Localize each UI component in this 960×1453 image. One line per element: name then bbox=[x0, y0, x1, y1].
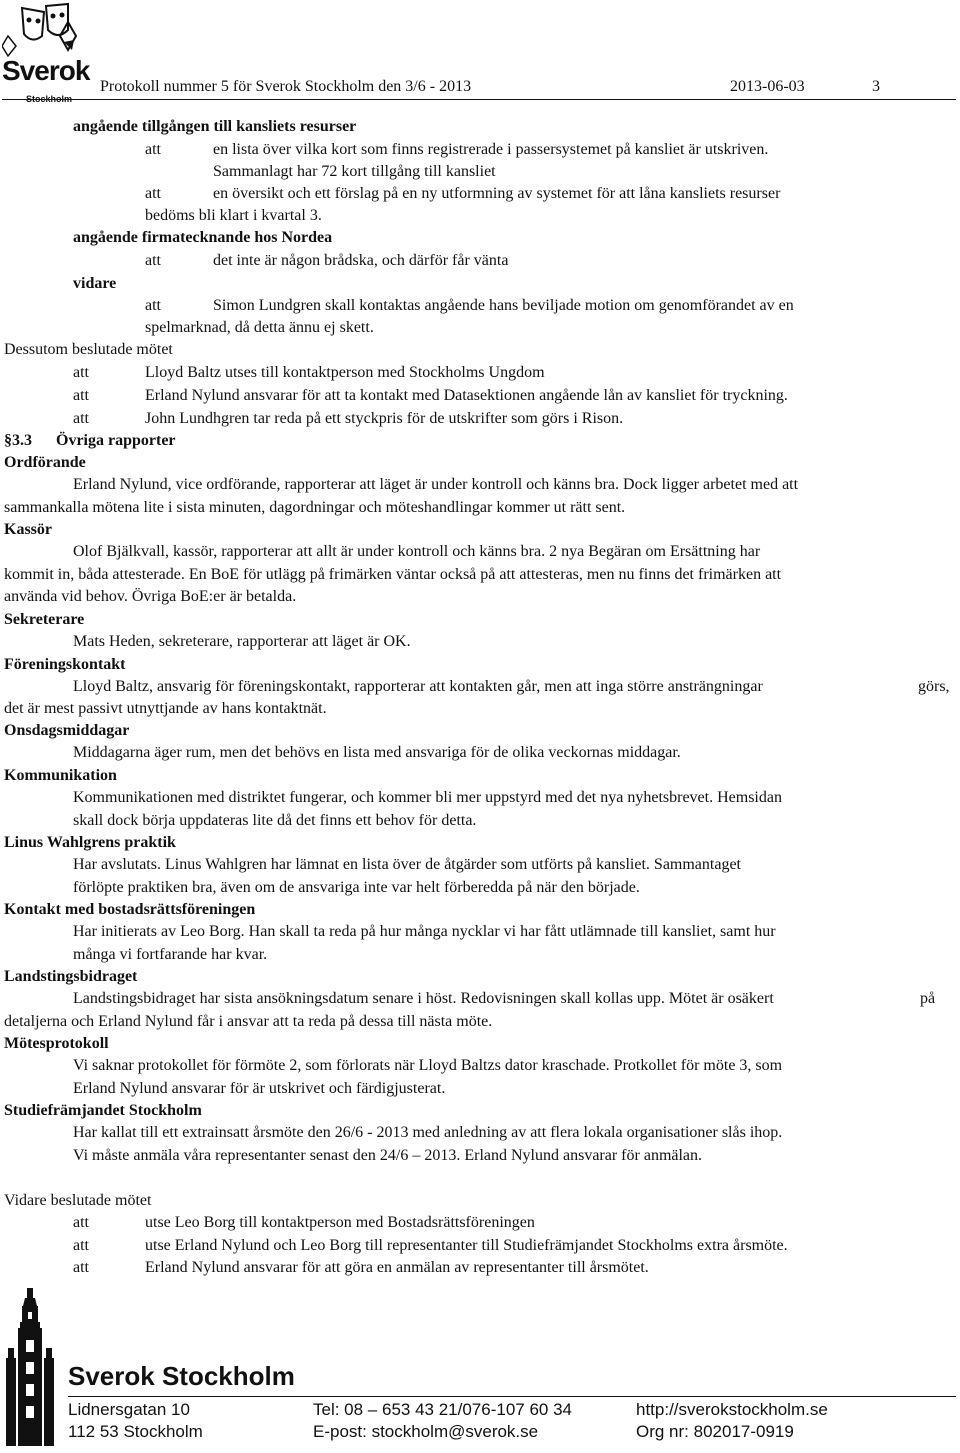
body-text-line: utse Erland Nylund och Leo Borg till representanter till Studiefrämjandet Stockholms extra årsmöte. bbox=[145, 1237, 788, 1254]
body-text-line: Simon Lundgren skall kontaktas angående hans beviljade motion om genomförandet av en bbox=[213, 297, 794, 314]
section-heading: Linus Wahlgrens praktik bbox=[4, 834, 176, 851]
body-text-line: att bbox=[73, 1259, 89, 1276]
footer-rule bbox=[68, 1396, 956, 1397]
body-text-line: utse Leo Borg till kontaktperson med Bostadsrättsföreningen bbox=[145, 1214, 535, 1231]
document-date: 2013-06-03 bbox=[730, 78, 805, 95]
page-number: 3 bbox=[872, 78, 880, 95]
body-text-line: Erland Nylund ansvarar för att göra en anmälan av representanter till årsmötet. bbox=[145, 1259, 649, 1276]
body-text-line: att bbox=[145, 252, 161, 269]
footer-email: E-post: stockholm@sverok.se bbox=[313, 1422, 539, 1441]
body-text-line: Middagarna äger rum, men det behövs en lista med ansvariga för de olika veckornas middagar. bbox=[73, 744, 681, 761]
section-heading: Ordförande bbox=[4, 454, 86, 471]
footer-address-line2: 112 53 Stockholm bbox=[68, 1422, 203, 1441]
body-text-line: Kommunikationen med distriktet fungerar, och kommer bli mer uppstyrd med det nya nyhetsbrevet. Hemsidan bbox=[73, 789, 782, 806]
body-text-line: Vi måste anmäla våra representanter senast den 24/6 – 2013. Erland Nylund ansvarar för anmälan. bbox=[73, 1147, 703, 1164]
body-text-line: görs, bbox=[918, 678, 950, 695]
body-text-line: en lista över vilka kort som finns registrerade i passersystemet på kansliet är utskriven. bbox=[213, 141, 769, 158]
body-text-line: Vi saknar protokollet för förmöte 2, som förlorats när Lloyd Baltzs dator kraschade. Protkollet för möte 3, som bbox=[73, 1057, 783, 1074]
footer-website-link[interactable]: http://sverokstockholm.se bbox=[636, 1400, 828, 1419]
body-text-line: Vidare beslutade mötet bbox=[4, 1192, 152, 1209]
body-text-line: spelmarknad, då detta ännu ej skett. bbox=[145, 319, 374, 336]
body-text-line: Erland Nylund ansvarar för att ta kontakt med Datasektionen angående lån av kansliet för tryckning. bbox=[145, 387, 788, 404]
section-heading: Studiefrämjandet Stockholm bbox=[4, 1102, 202, 1119]
stockholm-tower-graphic bbox=[4, 1288, 62, 1446]
body-text-line: Lloyd Baltz utses till kontaktperson med Stockholms Ungdom bbox=[145, 364, 545, 381]
footer-org-number: Org nr: 802017-0919 bbox=[636, 1422, 794, 1441]
body-text-line: detaljerna och Erland Nylund får i ansvar att ta reda på dessa till nästa möte. bbox=[4, 1013, 493, 1030]
body-text-line: förlöpte praktiken bra, även om de ansvariga inte var helt förberedda på när den började. bbox=[73, 879, 640, 896]
logo-subtext: Stockholm bbox=[26, 94, 73, 104]
footer-org-name: Sverok Stockholm bbox=[68, 1361, 295, 1391]
document-title: Protokoll nummer 5 för Sverok Stockholm den 3/6 - 2013 bbox=[100, 78, 472, 95]
body-text-line: sammankalla mötena lite i sista minuten, dagordningar och möteshandlingar kommer ut rätt sent. bbox=[4, 499, 626, 516]
body-text-line: Olof Bjälkvall, kassör, rapporterar att allt är under kontroll och känns bra. 2 nya Begäran om Ersättning har bbox=[73, 543, 761, 560]
section-heading: Kontakt med bostadsrättsföreningen bbox=[4, 901, 256, 918]
section-heading: Onsdagsmiddagar bbox=[4, 722, 130, 739]
section-heading: vidare bbox=[73, 275, 117, 292]
body-text-line: Landstingsbidraget har sista ansökningsdatum senare i höst. Redovisningen skall kollas upp. Mötet är osäkert bbox=[73, 990, 774, 1007]
body-text-line: bedöms bli klart i kvartal 3. bbox=[145, 207, 322, 224]
body-text-line: Har kallat till ett extrainsatt årsmöte den 26/6 - 2013 med anledning av att flera lokala organisationer slås ihop. bbox=[73, 1124, 783, 1141]
section-heading: angående firmatecknande hos Nordea bbox=[73, 229, 333, 246]
section-heading: Föreningskontakt bbox=[4, 656, 126, 673]
section-heading: Övriga rapporter bbox=[56, 432, 176, 449]
body-text-line: använda vid behov. Övriga BoE:er är betalda. bbox=[4, 588, 297, 605]
footer-address-line1: Lidnersgatan 10 bbox=[68, 1400, 190, 1419]
body-text-line: skall dock börja uppdateras lite då det finns ett behov för detta. bbox=[73, 812, 477, 829]
body-text-line: det inte är någon brådska, och därför får vänta bbox=[213, 252, 509, 269]
section-heading: angående tillgången till kansliets resurser bbox=[73, 118, 357, 135]
body-text-line: Erland Nylund, vice ordförande, rapporterar att läget är under kontroll och känns bra. Dock ligger arbetet med att bbox=[73, 476, 799, 493]
body-text-line: Har avslutats. Linus Wahlgren har lämnat en lista över de åtgärder som utförts på kansliet. Sammantaget bbox=[73, 856, 741, 873]
logo-wordmark: Sverok bbox=[2, 55, 90, 86]
body-text-line: att bbox=[145, 297, 161, 314]
body-text-line: Har initierats av Leo Borg. Han skall ta reda på hur många nycklar vi har fått utlämnade till kansliet, samt hur bbox=[73, 923, 776, 940]
body-text-line: John Lundhgren tar reda på ett styckpris för de utskrifter som görs i Rison. bbox=[145, 410, 624, 427]
body-text-line: Dessutom beslutade mötet bbox=[4, 341, 173, 358]
body-text-line: Sammanlagt har 72 kort tillgång till kansliet bbox=[213, 163, 496, 180]
sverok-logo bbox=[2, 2, 94, 104]
body-text-line: Lloyd Baltz, ansvarig för föreningskontakt, rapporterar att kontakten går, men att inga större ansträngningar bbox=[73, 678, 763, 695]
body-text-line: att bbox=[73, 1237, 89, 1254]
header-rule bbox=[2, 99, 956, 100]
footer-phone: Tel: 08 – 653 43 21/076-107 60 34 bbox=[313, 1400, 572, 1419]
body-text-line: en översikt och ett förslag på en ny utformning av systemet för att låna kansliets resurser bbox=[213, 185, 781, 202]
body-text-line: det är mest passivt utnyttjande av hans kontaktnät. bbox=[4, 700, 327, 717]
section-heading: Landstingsbidraget bbox=[4, 968, 138, 985]
body-text-line: att bbox=[73, 364, 89, 381]
body-text-line: att bbox=[73, 387, 89, 404]
body-text-line: Erland Nylund ansvarar för är utskrivet och färdigjusterat. bbox=[73, 1080, 446, 1097]
body-text-line: kommit in, båda attesterade. En BoE för utlägg på frimärken väntar också på att attesteras, men nu finns det frimärken att bbox=[4, 566, 782, 583]
body-text-line: att bbox=[145, 185, 161, 202]
body-text-line: många vi fortfarande har kvar. bbox=[73, 946, 268, 963]
body-text-line: på bbox=[920, 990, 936, 1007]
section-heading: §3.3 bbox=[4, 432, 32, 449]
body-text-line: att bbox=[145, 141, 161, 158]
section-heading: Mötesprotokoll bbox=[4, 1035, 109, 1052]
section-heading: Sekreterare bbox=[4, 611, 85, 628]
section-heading: Kassör bbox=[4, 521, 52, 538]
body-text-line: att bbox=[73, 1214, 89, 1231]
body-text-line: Mats Heden, sekreterare, rapporterar att läget är OK. bbox=[73, 633, 411, 650]
section-heading: Kommunikation bbox=[4, 767, 117, 784]
body-text-line: att bbox=[73, 410, 89, 427]
